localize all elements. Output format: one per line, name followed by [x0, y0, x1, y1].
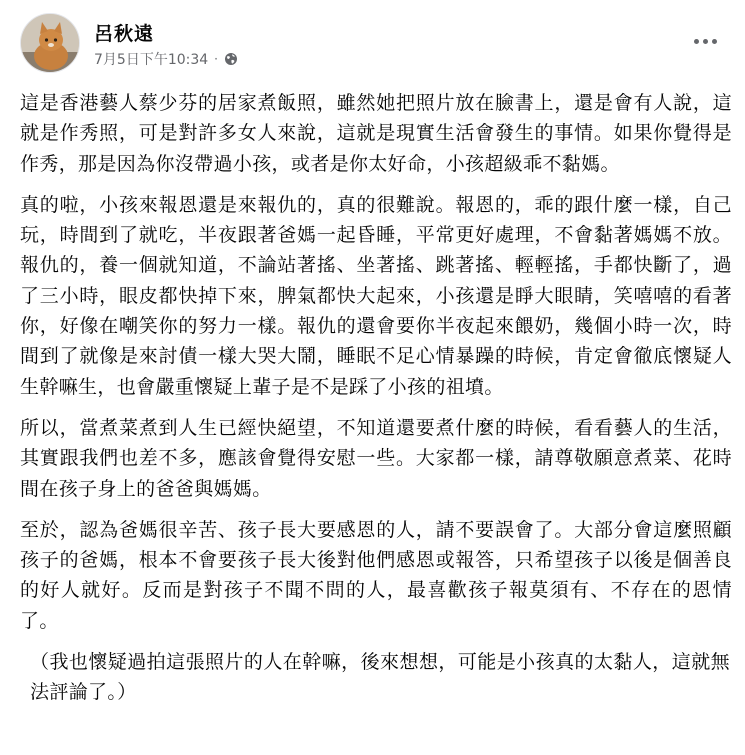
cat-avatar-icon — [21, 14, 80, 73]
post-paragraph-5: （我也懷疑過拍這張照片的人在幹嘛，後來想想，可能是小孩真的太黏人，這就無法評論了。） — [30, 651, 730, 704]
author-name[interactable]: 呂秋遠 — [94, 23, 155, 45]
post-body — [20, 88, 732, 719]
avatar[interactable] — [20, 13, 80, 73]
globe-icon[interactable] — [224, 52, 238, 66]
post-meta — [94, 49, 238, 69]
post-paragraph-4: 至於，認為爸媽很辛苦、孩子長大要感恩的人，請不要誤會了。大部分會這麼照顧孩子的爸媽，根本不會要孩子長大後對他們感恩或報答，只希望孩子以後是個善良的好人就好。反而是對孩子不聞不問的人，最喜歡孩子報莫須有、不存在的恩情了。 — [20, 518, 732, 632]
meta-separator: · — [214, 52, 218, 66]
post-paragraph-3: 所以，當煮菜煮到人生已經快絕望，不知道還要煮什麼的時候，看看藝人的生活，其實跟我們也差不多，應該會覺得安慰一些。大家都一樣，請尊敬願意煮菜、花時間在孩子身上的爸爸與媽媽。 — [20, 416, 732, 500]
more-options-icon[interactable] — [687, 23, 723, 59]
post-paragraph-1: 這是香港藝人蔡少芬的居家煮飯照，雖然她把照片放在臉書上，還是會有人說，這就是作秀照，可是對許多女人來說，這就是現實生活會發生的事情。如果你覺得是作秀，那是因為你沒帶過小孩，或者是你太好命，小孩超級乖不黏媽。 — [20, 92, 732, 175]
post-timestamp[interactable]: 7月5日下午10:34 — [94, 52, 209, 68]
post-header — [20, 13, 725, 75]
post-paragraph-2: 真的啦，小孩來報恩還是來報仇的，真的很難說。報恩的，乖的跟什麼一樣，自己玩，時間到了就吃，半夜跟著爸媽一起昏睡，平常更好處理，不會黏著媽媽不放。報仇的，養一個就知道，不論站著搖、坐著搖、跳著搖、輕輕搖，手都快斷了，過了三小時，眼皮都快掉下來，脾氣都快大起來，小孩還是睜大眼睛，笑嘻嘻的看著你，好像在嘲笑你的努力一樣。報仇的還會要你半夜起來餵奶，幾個小時一次，時間到了就像是來討債一樣大哭大鬧，睡眠不足心情暴躁的時候，肯定會徹底懷疑人生幹嘛生，也會嚴重懷疑上輩子是不是踩了小孩的祖墳。 — [20, 193, 732, 398]
